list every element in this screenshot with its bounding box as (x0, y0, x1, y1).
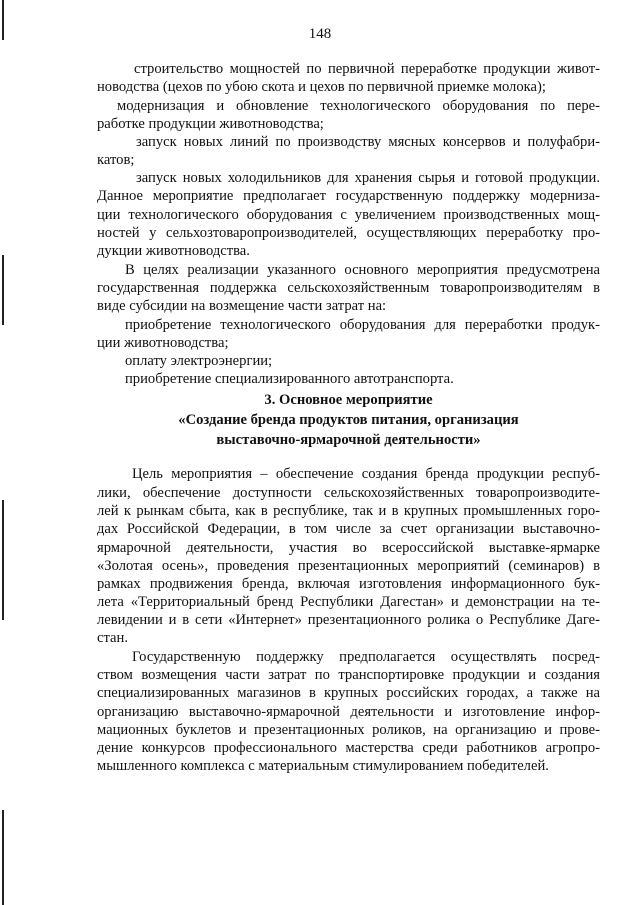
list-line: запуск новых холодильников для хранения сырья и готовой продукции. (136, 170, 600, 186)
scan-edge-mark (2, 0, 4, 40)
page-number: 148 (308, 26, 332, 42)
list-line: работке продукции животноводства; (97, 116, 324, 132)
list-line: строительство мощностей по первичной переработке продукции живот- (134, 61, 600, 77)
paragraph-line: дах Российской Федерации, в том числе за счет организации выставочно- (97, 521, 600, 537)
paragraph-line: лета «Территориальный бренд Республики Дагестан» и демонстрации на те- (97, 594, 600, 610)
list-line: новодства (цехов по убою скота и цехов по первичной приемке молока); (97, 79, 546, 95)
scan-edge-mark (2, 500, 4, 620)
list-line: оплату электроэнергии; (125, 353, 273, 369)
paragraph-line: государственная поддержка сельскохозяйственным товаропроизводителям в (97, 280, 600, 296)
paragraph-line: Цель мероприятия – обеспечение создания бренда продукции респуб- (132, 466, 600, 482)
paragraph-line: специализированных магазинов в крупных российских городах, а также на (97, 685, 600, 701)
list-line: катов; (97, 152, 135, 168)
list-line: приобретение технологического оборудования для переработки продук- (125, 317, 600, 333)
paragraph-line: Государственную поддержку предполагается осуществлять посред- (132, 649, 600, 665)
paragraph-line: виде субсидии на возмещение части затрат на: (97, 298, 387, 314)
list-line: ции животноводства; (97, 335, 229, 351)
paragraph-line: лики, обеспечение доступности сельскохозяйственных товаропроизводите- (97, 485, 600, 501)
paragraph-line: ции технологического оборудования с увеличением производственных мощ- (97, 207, 600, 223)
scan-edge-mark (2, 810, 4, 905)
paragraph-line: дение конкурсов профессионального мастерства среди работников агропро- (97, 740, 600, 756)
paragraph-line: ством возмещения части затрат по транспортировке продукции и создания (97, 667, 600, 683)
section-heading-number: 3. Основное мероприятие (264, 392, 433, 408)
paragraph-line: левидении и в сети «Интернет» презентационного ролика о Республике Даге- (97, 612, 600, 628)
list-line: модернизация и обновление технологического оборудования по пере- (117, 98, 600, 114)
paragraph-line: организацию выставочно-ярмарочной деятельности и изготовление инфор- (97, 704, 600, 720)
paragraph-line: дукции животноводства. (97, 243, 250, 259)
paragraph-line: ностей у сельхозтоваропроизводителей, осуществляющих переработку про- (97, 225, 600, 241)
paragraph-line: «Золотая осень», проведения презентационных мероприятий (семинаров) в (97, 558, 600, 574)
paragraph-line: лей к рынкам сбыта, как в республике, так и в крупных промышленных горо- (97, 503, 600, 519)
paragraph-line: рамках продвижения бренда, включая изготовления информационного бук- (97, 576, 600, 592)
paragraph-line: Данное мероприятие предполагает государственную поддержку модерниза- (97, 188, 600, 204)
paragraph-line: ярмарочной деятельности, участия во всероссийской выставке-ярмарке (97, 540, 600, 556)
list-line: запуск новых линий по производству мясных консервов и полуфабри- (136, 134, 600, 150)
section-heading-title: выставочно-ярмарочной деятельности» (216, 432, 481, 448)
section-heading-title: «Создание бренда продуктов питания, организация (178, 412, 519, 428)
paragraph-line: мационных буклетов и презентационных роликов, на организацию и прове- (97, 722, 600, 738)
list-line: приобретение специализированного автотранспорта. (125, 371, 454, 387)
paragraph-line: В целях реализации указанного основного мероприятия предусмотрена (125, 262, 600, 278)
paragraph-line: мышленного комплекса с материальным стимулированием победителей. (97, 758, 549, 774)
scan-edge-mark (2, 255, 4, 325)
paragraph-line: стан. (97, 630, 128, 646)
